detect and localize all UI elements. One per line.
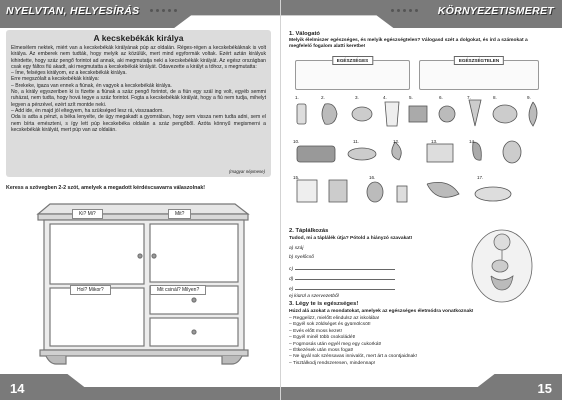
habits-list — [289, 316, 417, 367]
item-number: 15. — [293, 175, 300, 180]
section-2-instruction: Tudod, mi a táplálék útja? Pótold a hiányzó szavakat! — [289, 236, 413, 241]
right-header-dots — [391, 9, 418, 12]
story-paragraph: – Íme, felséges királyom, ez a kecskebékák királya. — [11, 70, 127, 77]
item-number: 3. — [355, 95, 359, 100]
section-2-title: 2. Táplálkozás — [289, 228, 329, 234]
digestion-line: ej kiürül a szervezetből — [289, 294, 339, 299]
cabinet-illustration — [30, 196, 250, 366]
item-number: 6. — [439, 95, 443, 100]
answer-blank[interactable] — [295, 265, 395, 270]
item-number: 11. — [353, 139, 360, 144]
habit-item[interactable]: – Egyél minél több csokoládét! — [289, 335, 356, 341]
section-3-title: 3. Légy te is egészséges! — [289, 301, 359, 307]
item-number: 13. — [431, 139, 438, 144]
item-number: 17. — [477, 175, 484, 180]
item-number: 16. — [369, 175, 376, 180]
answer-blank[interactable] — [295, 285, 395, 290]
left-header-title: NYELVTAN, HELYESÍRÁS — [6, 5, 140, 17]
story-paragraph: Elmesélem nektek, miért van a kecskebékák királyának púp az oldalán. Réges-régen a kecskebékáknak is volt királya. Az emberek nem tudták, hogy melyik az közülük, mert mind egyformák voltak. Ezért aztán királyuk kihirdette, hogy száz pengő forintot ad annak, aki megmutatja neki a kecskebékák királyát. Az egész országban csak egy fáltos fiú akadt, aki megmutatta a kecskebékák királyát. Odavezette a királyt a tóhoz, s megmutatta: — [11, 45, 266, 70]
story-box — [6, 30, 271, 177]
food-items-illustration — [287, 92, 557, 212]
digestion-line[interactable]: d) — [289, 275, 395, 282]
habit-item[interactable]: – Evés előtt moss kezet! — [289, 328, 343, 334]
healthy-box[interactable] — [295, 60, 410, 90]
item-number: 14. — [469, 139, 476, 144]
item-number: 4. — [383, 95, 387, 100]
story-source: (magyar népmese) — [228, 169, 265, 174]
story-paragraph: Oda is adta a pénzt, a béka lenyelte, de úgy megakadt a gyomrában, hogy sem vissza nem tudta adni, sem el nem bírta emészteni, s így lett púp kecskebéka oldalán a száz pengőből. Azóta könnyű megismerni a kecskebékák királyát, mert púp van az oldalán. — [11, 114, 266, 133]
digestion-line[interactable]: e) — [289, 285, 395, 292]
item-number: 8. — [493, 95, 497, 100]
habit-item[interactable]: – Egyél sok zöldséget és gyümölcsöt! — [289, 322, 371, 328]
story-paragraph: Erre megszólalt a kecskebékák királya: — [11, 76, 100, 83]
left-page-number: 14 — [10, 381, 25, 396]
healthy-label: EGÉSZSÉGES — [332, 56, 373, 65]
right-page — [281, 0, 562, 400]
section-3-instruction: Húzd alá azokat a mondatokat, amelyek az egészséges életmódra vonatkoznak! — [289, 309, 474, 314]
story-paragraph: – Add ide, én majd jól eltegyem, ha szükséged lesz rá, visszaadom. — [11, 107, 164, 114]
digestion-line[interactable]: a) száj — [289, 246, 304, 251]
digestive-system-illustration — [467, 226, 537, 304]
item-number: 2. — [321, 95, 325, 100]
section-1-title: 1. Válogató — [289, 31, 320, 37]
right-footer-band — [281, 374, 562, 400]
item-number: 5. — [409, 95, 413, 100]
section-1-instruction: Melyik élelmiszer egészséges, és melyik egészségtelen? Válogasd szét a dolgokat, és írd a számokat a megfelelő fogalom alatti keretbe! — [289, 38, 528, 49]
item-number: 12. — [393, 139, 400, 144]
left-footer-band — [0, 374, 281, 400]
story-paragraph: No, a király egyszeriben ki is fizette a fiúnak a száz pengő forintot, de a fiún egy szál ing volt, egyéb semmi ruházat, nem tudta, hogy hová tegye a száz forintot. Fogta a kecskebékák királyát, hogy a fiú nem tudja, mihelyt legyen a pénzével, ezért szít montde neki. — [11, 89, 266, 108]
unhealthy-label: EGÉSZSÉGTELEN — [454, 56, 504, 65]
item-number: 1. — [295, 95, 299, 100]
answer-blank[interactable] — [295, 275, 395, 280]
story-paragraph: – Brekeke, igaza van ennek a fiúnak, én vagyok a kecskebékák királya. — [11, 82, 172, 89]
cabinet-label-who-what: Ki? Mi? — [72, 209, 103, 219]
cabinet-label-does-what-how: Mit csinál? Milyen? — [150, 285, 206, 295]
right-page-number: 15 — [537, 381, 552, 396]
task-instruction: Keress a szövegben 2-2 szót, amelyek a megadott kérdéscsavarra válaszolnak! — [6, 185, 206, 191]
item-number: 10. — [293, 139, 300, 144]
habit-item[interactable]: – Fogmosás után egyél meg egy cukorkát! — [289, 341, 382, 347]
left-header-dots — [150, 9, 177, 12]
item-number: 9. — [527, 95, 531, 100]
story-title: A kecskebékák királya — [93, 33, 184, 43]
habit-item[interactable]: – Ne igyál sok szénsavas innivalót, mert árt a csontjaidnak! — [289, 354, 418, 360]
habit-item[interactable]: – Reggelizz, mielőtt elindulsz az iskolába! — [289, 316, 380, 321]
habit-item[interactable]: – Étkezések után moss fogat! — [289, 348, 354, 354]
habit-item[interactable]: – Tisztálkodj rendszeresen, mindennap! — [289, 360, 376, 366]
story-body — [11, 45, 266, 133]
item-number: 7. — [467, 95, 471, 100]
cabinet-label-where-when: Hol? Mikor? — [70, 285, 111, 295]
cabinet-label-what-object: Mit? — [168, 209, 191, 219]
unhealthy-box[interactable] — [419, 60, 539, 90]
digestion-line[interactable]: b) nyelőcső — [289, 255, 315, 260]
right-header-title: KÖRNYEZETISMERET — [437, 5, 554, 17]
digestion-line[interactable]: c) — [289, 265, 395, 272]
